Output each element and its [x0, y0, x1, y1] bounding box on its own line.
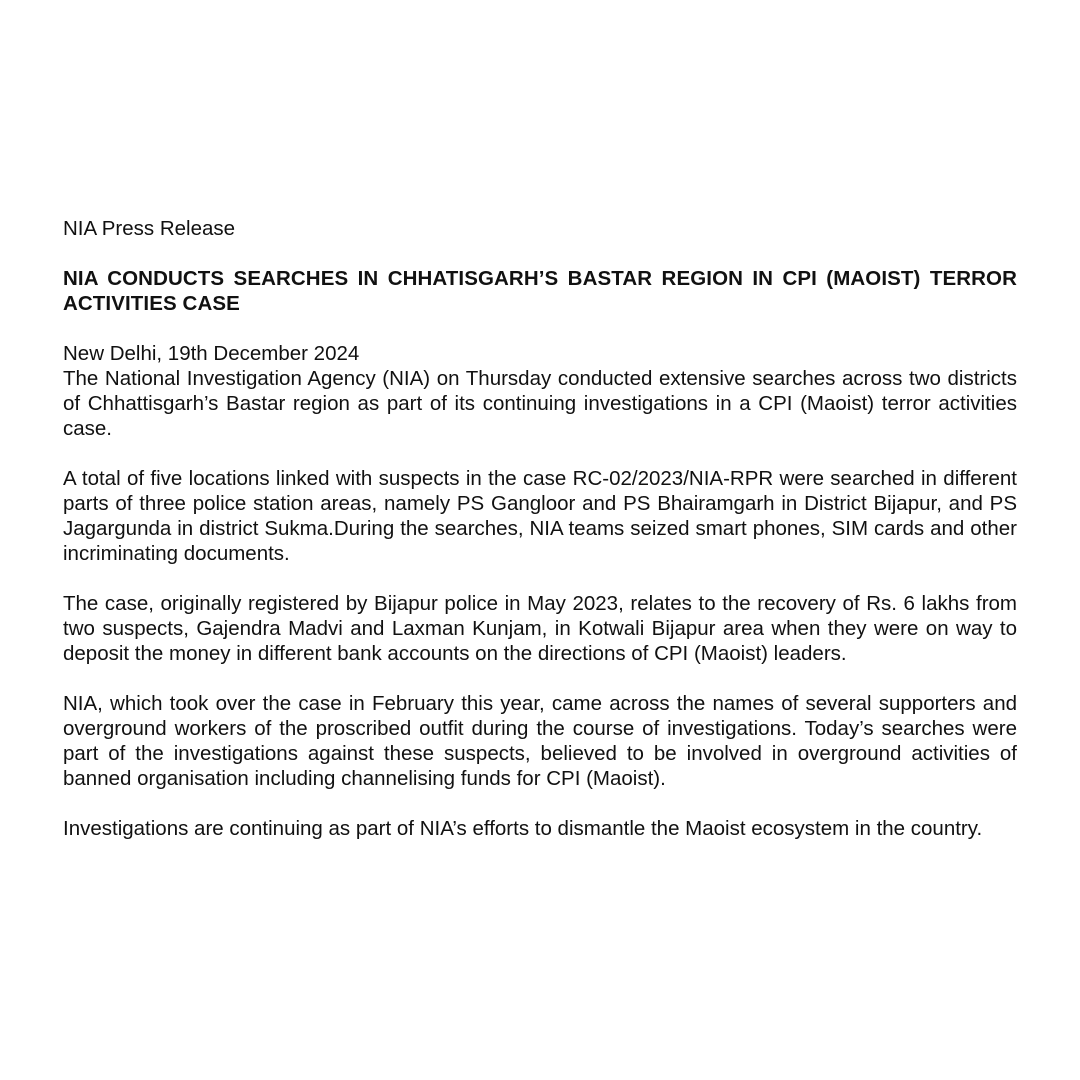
headline: NIA CONDUCTS SEARCHES IN CHHATISGARH’S BASTAR REGION IN CPI (MAOIST) TERROR ACTIVITIES CASE [63, 267, 1017, 315]
paragraph-intro: The National Investigation Agency (NIA) on Thursday conducted extensive searches across two districts of Chhattisgarh’s Bastar region as part of its continuing investigations in a CPI (Maoist) terror activities case. [63, 367, 1017, 440]
press-release [63, 216, 1017, 866]
paragraph-conclusion: Investigations are continuing as part of NIA’s efforts to dismantle the Maoist ecosystem in the country. [63, 817, 983, 840]
paragraph-searches: A total of five locations linked with suspects in the case RC-02/2023/NIA-RPR were searched in different parts of three police station areas, namely PS Gangloor and PS Bhairamgarh in District Bijapur, and PS Jagargunda in district Sukma.During the searches, NIA teams seized smart phones, SIM cards and other incriminating documents. [63, 467, 1017, 565]
dateline: New Delhi, 19th December 2024 [63, 342, 360, 365]
paragraph-case-background: The case, originally registered by Bijapur police in May 2023, relates to the recovery of Rs. 6 lakhs from two suspects, Gajendra Madvi and Laxman Kunjam, in Kotwali Bijapur area when they were on way to deposit the money in different bank accounts on the directions of CPI (Maoist) leaders. [63, 592, 1017, 665]
release-label: NIA Press Release [63, 217, 236, 240]
paragraph-nia-takeover: NIA, which took over the case in February this year, came across the names of several supporters and overground workers of the proscribed outfit during the course of investigations. Today’s searches were part of the investigations against these suspects, believed to be involved in overground activities of banned organisation including channelising funds for CPI (Maoist). [63, 692, 1017, 790]
